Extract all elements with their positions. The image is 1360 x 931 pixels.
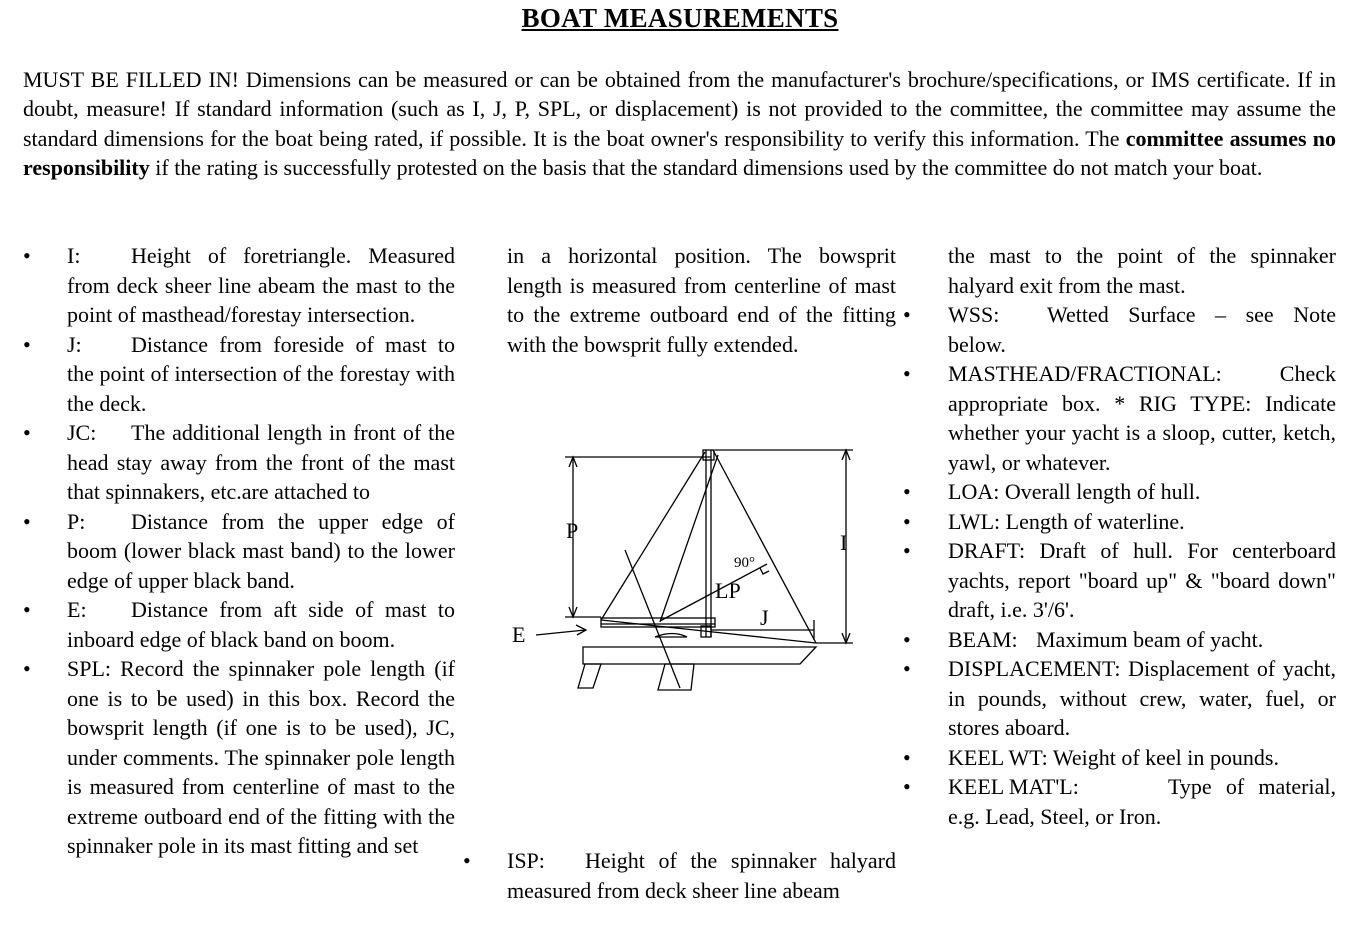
label-p: P xyxy=(566,518,579,543)
definition-item-lwl xyxy=(903,507,1336,537)
definition-item-keel-matl xyxy=(903,772,1336,831)
term-label: KEEL WT: xyxy=(948,744,1048,770)
definition-item-isp xyxy=(463,846,896,905)
term-label: ISP: xyxy=(507,848,545,873)
definition-item-draft xyxy=(903,536,1336,625)
term-label: SPL: xyxy=(67,656,112,681)
bullet-icon: • xyxy=(23,597,31,622)
intro-bold-text: committee assumes no responsibility xyxy=(23,125,1336,181)
intro-text-2: if the rating is successfully protested on the basis that the standard dimensions used by the committee do not match your boat. xyxy=(149,155,1263,181)
label-angle: 90° xyxy=(734,555,755,571)
term-definition: Distance from aft side of mast to inboard edge of black band on boom. xyxy=(67,597,455,652)
middle-column-text: in a horizontal position. The bowsprit length is measured from centerline of mast to the extreme outboard end of the fitting with the bowsprit fully extended. xyxy=(507,243,896,357)
term-definition: Height of foretriangle. Measured from deck sheer line abeam the mast to the point of masthead/forestay intersection. xyxy=(67,243,455,327)
coachroof xyxy=(655,634,687,638)
term-label: KEEL MAT'L: xyxy=(948,774,1079,799)
term-definition: Distance from foreside of mast to the point of intersection of the forestay with the deck. xyxy=(67,331,455,416)
term-definition: Check appropriate box. * RIG TYPE: Indicate whether your yacht is a sloop, cutter, ketch, yawl, or whatever. xyxy=(948,361,1336,475)
sailboat-measurement-diagram xyxy=(505,440,875,700)
page-title xyxy=(0,3,1360,34)
definition-item-wss xyxy=(903,300,1336,359)
definition-item-jc xyxy=(23,418,455,507)
term-definition: Distance from the upper edge of boom (lower black mast band) to the lower edge of upper black band. xyxy=(67,508,455,593)
definition-item-e xyxy=(23,595,455,654)
bullet-icon: • xyxy=(23,331,31,357)
term-label: DRAFT: xyxy=(948,538,1026,563)
label-j: J xyxy=(760,605,769,630)
definition-item-masthead-fractional xyxy=(903,359,1336,477)
continuation-text: the mast to the point of the spinnaker halyard exit from the mast. xyxy=(948,243,1336,298)
term-label: J: xyxy=(67,331,82,357)
label-e: E xyxy=(512,622,526,647)
term-definition: Maximum beam of yacht. xyxy=(1036,626,1264,652)
term-label: I: xyxy=(67,243,81,268)
term-definition: Length of waterline. xyxy=(1005,508,1185,534)
definition-item-i xyxy=(23,241,455,330)
keel-shape xyxy=(578,664,601,688)
term-definition: The additional length in front of the head stay away from the front of the mast that spinnakers, etc.are attached to xyxy=(67,420,455,504)
term-label: LOA: xyxy=(948,479,1000,504)
page-title-text: BOAT MEASUREMENTS xyxy=(521,3,839,33)
bullet-icon: • xyxy=(903,744,911,770)
definition-item-loa xyxy=(903,477,1336,507)
bullet-icon: • xyxy=(23,656,31,681)
bullet-icon: • xyxy=(23,243,31,268)
definition-item-keel-wt xyxy=(903,743,1336,773)
term-definition: Height of the spinnaker halyard measured from deck sheer line abeam xyxy=(507,848,896,903)
term-label: BEAM: xyxy=(948,626,1018,652)
bullet-icon: • xyxy=(903,774,911,799)
term-label: P: xyxy=(67,508,86,534)
bullet-icon: • xyxy=(463,848,471,873)
mast-top xyxy=(703,450,714,460)
term-label: JC: xyxy=(67,420,97,445)
right-column xyxy=(903,241,1336,831)
angle-marker xyxy=(760,568,769,574)
hull-shape xyxy=(583,647,816,664)
definition-item-displacement xyxy=(903,654,1336,743)
definition-item-p xyxy=(23,507,455,596)
definition-item-spl xyxy=(23,654,455,861)
term-label: LWL: xyxy=(948,508,1001,534)
term-definition: Displacement of yacht, in pounds, without crew, water, fuel, or stores aboard. xyxy=(948,656,1336,740)
bullet-icon: • xyxy=(903,361,911,386)
term-label: E: xyxy=(67,597,87,622)
bullet-icon: • xyxy=(903,626,911,652)
bullet-icon: • xyxy=(23,508,31,534)
intro-text-1: MUST BE FILLED IN! Dimensions can be measured or can be obtained from the manufacturer's brochure/specifications, or IMS certificate. If in doubt, measure! If standard information (such as I, J, P, SPL, or displacement) is not provided to the committee, the committee may assume the standard dimensions for the boat being rated, if possible. It is the boat owner's responsibility to verify this information. The xyxy=(23,67,1336,151)
bullet-icon: • xyxy=(903,656,911,681)
isp-continuation xyxy=(903,241,1336,300)
isp-block xyxy=(463,846,896,905)
term-definition: Record the spinnaker pole length (if one is to be used) in this box. Record the bowsprit length (if one is to be used), JC, under comments. The spinnaker pole length is measured from centerline of mast to the extreme outboard end of the fitting with the spinnaker pole in its mast fitting and set xyxy=(67,656,456,858)
bullet-icon: • xyxy=(903,538,911,563)
lp-line xyxy=(660,564,767,621)
definition-item-beam xyxy=(903,625,1336,655)
intro-paragraph xyxy=(23,65,1336,183)
genoa-leech xyxy=(660,455,718,622)
term-definition: Type of material, e.g. Lead, Steel, or Iron. xyxy=(948,774,1336,829)
left-column xyxy=(23,241,455,861)
term-definition: Wetted Surface – see Note below. xyxy=(948,302,1336,357)
term-definition: Weight of keel in pounds. xyxy=(1052,744,1279,770)
label-lp: LP xyxy=(715,578,741,603)
term-definition: Draft of hull. For centerboard yachts, report "board up" & "board down" draft, i.e. 3'/6'. xyxy=(948,538,1336,622)
bullet-icon: • xyxy=(903,508,911,534)
term-label: WSS: xyxy=(948,302,1000,327)
term-label: DISPLACEMENT: xyxy=(948,656,1121,681)
term-definition: Overall length of hull. xyxy=(1004,479,1201,504)
bullet-icon: • xyxy=(903,479,911,504)
label-i: I xyxy=(840,530,848,555)
bullet-icon: • xyxy=(23,420,31,445)
term-label: MASTHEAD/FRACTIONAL: xyxy=(948,361,1222,386)
diagonal-line xyxy=(625,550,680,688)
definition-item-j xyxy=(23,330,455,419)
bullet-icon: • xyxy=(903,302,911,327)
